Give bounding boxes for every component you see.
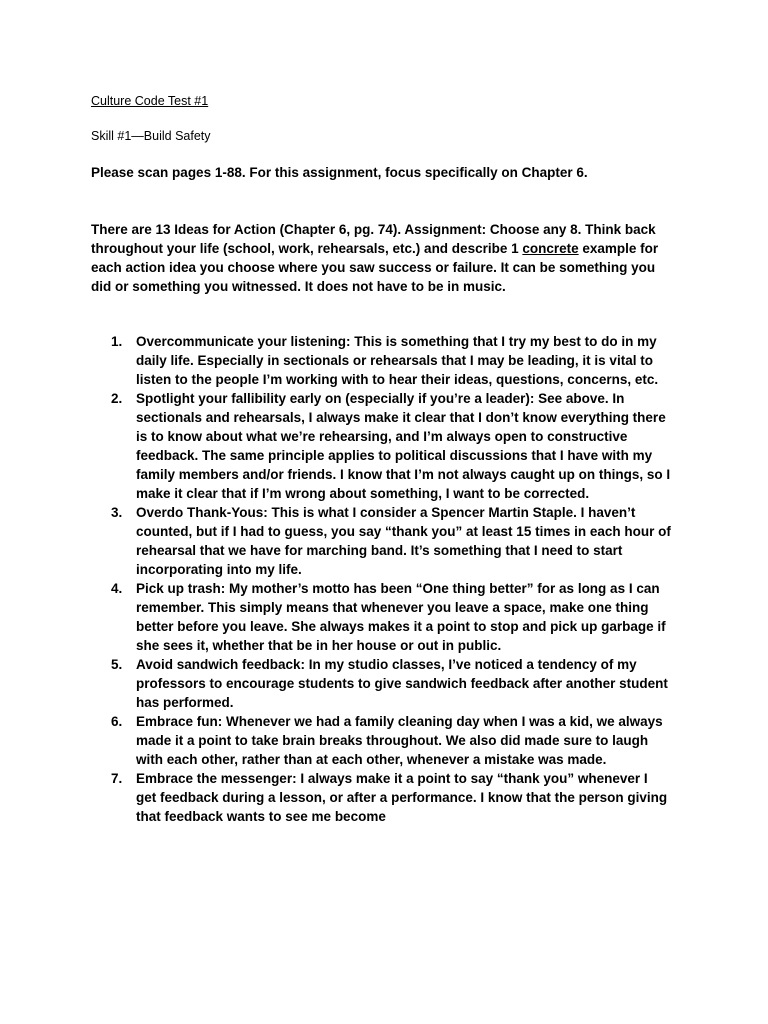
skill-heading: Skill #1—Build Safety	[91, 129, 211, 143]
concrete-emphasis: concrete	[522, 241, 579, 256]
idea-item	[91, 579, 671, 655]
assignment-instruction	[91, 220, 671, 296]
idea-number: 3.	[111, 505, 123, 520]
idea-text: Spotlight your fallibility early on (especially if you’re a leader): See above. In sectionals and rehearsals, I always make it clear that I don’t know everything there is to know about what we’re rehearsing, and I’m always open to constructive feedback. The same principle applies to political discussions that I have with my family members and/or friends. I know that I’m not always caught up on things, so I make it clear that if I’m wrong about something, I want to be corrected.	[136, 391, 671, 501]
idea-number: 2.	[111, 391, 123, 406]
idea-item	[91, 655, 671, 712]
idea-number: 1.	[111, 334, 123, 349]
document-title: Culture Code Test #1	[91, 94, 209, 108]
idea-item	[91, 389, 671, 503]
idea-text: Embrace fun: Whenever we had a family cleaning day when I was a kid, we always made it a point to take brain breaks throughout. We also did made sure to laugh with each other, rather than at each other, whenever a mistake was made.	[136, 714, 663, 767]
idea-number: 4.	[111, 581, 123, 596]
idea-item	[91, 332, 671, 389]
idea-number: 5.	[111, 657, 123, 672]
assignment-text-before: There are 13 Ideas for Action (Chapter 6, pg. 74). Assignment: Choose any 8. Think back throughout your life (school, work, rehearsals, etc.) and describe 1	[91, 222, 656, 256]
idea-text: Pick up trash: My mother’s motto has been “One thing better” for as long as I can remember. This simply means that whenever you leave a space, make one thing better before you leave. She always makes it a point to stop and pick up garbage if she sees it, whether that be in her house or out in public.	[136, 581, 666, 653]
idea-number: 7.	[111, 771, 123, 786]
assignment-text-after: example for each action idea you choose where you saw success or failure. It can be something you did or something you witnessed. It does not have to be in music.	[91, 241, 659, 294]
idea-text: Avoid sandwich feedback: In my studio classes, I’ve noticed a tendency of my professors to encourage students to give sandwich feedback after another student has performed.	[136, 657, 668, 710]
idea-text: Overcommunicate your listening: This is something that I try my best to do in my daily life. Especially in sectionals or rehearsals that I may be leading, it is vital to listen to the people I’m working with to hear their ideas, questions, concerns, etc.	[136, 334, 659, 387]
idea-text: Overdo Thank-Yous: This is what I consider a Spencer Martin Staple. I haven’t counted, but if I had to guess, you say “thank you” at least 15 times in each hour of rehearsal that we have for marching band. It’s something that I need to start incorporating into my life.	[136, 505, 671, 577]
idea-item	[91, 503, 671, 579]
idea-item	[91, 712, 671, 769]
scan-instruction: Please scan pages 1-88. For this assignment, focus specifically on Chapter 6.	[91, 165, 588, 180]
idea-number: 6.	[111, 714, 123, 729]
ideas-for-action-list	[91, 332, 671, 826]
idea-item	[91, 769, 671, 826]
idea-text: Embrace the messenger: I always make it a point to say “thank you” whenever I get feedback during a lesson, or after a performance. I know that the person giving that feedback wants to see me become	[136, 771, 668, 824]
